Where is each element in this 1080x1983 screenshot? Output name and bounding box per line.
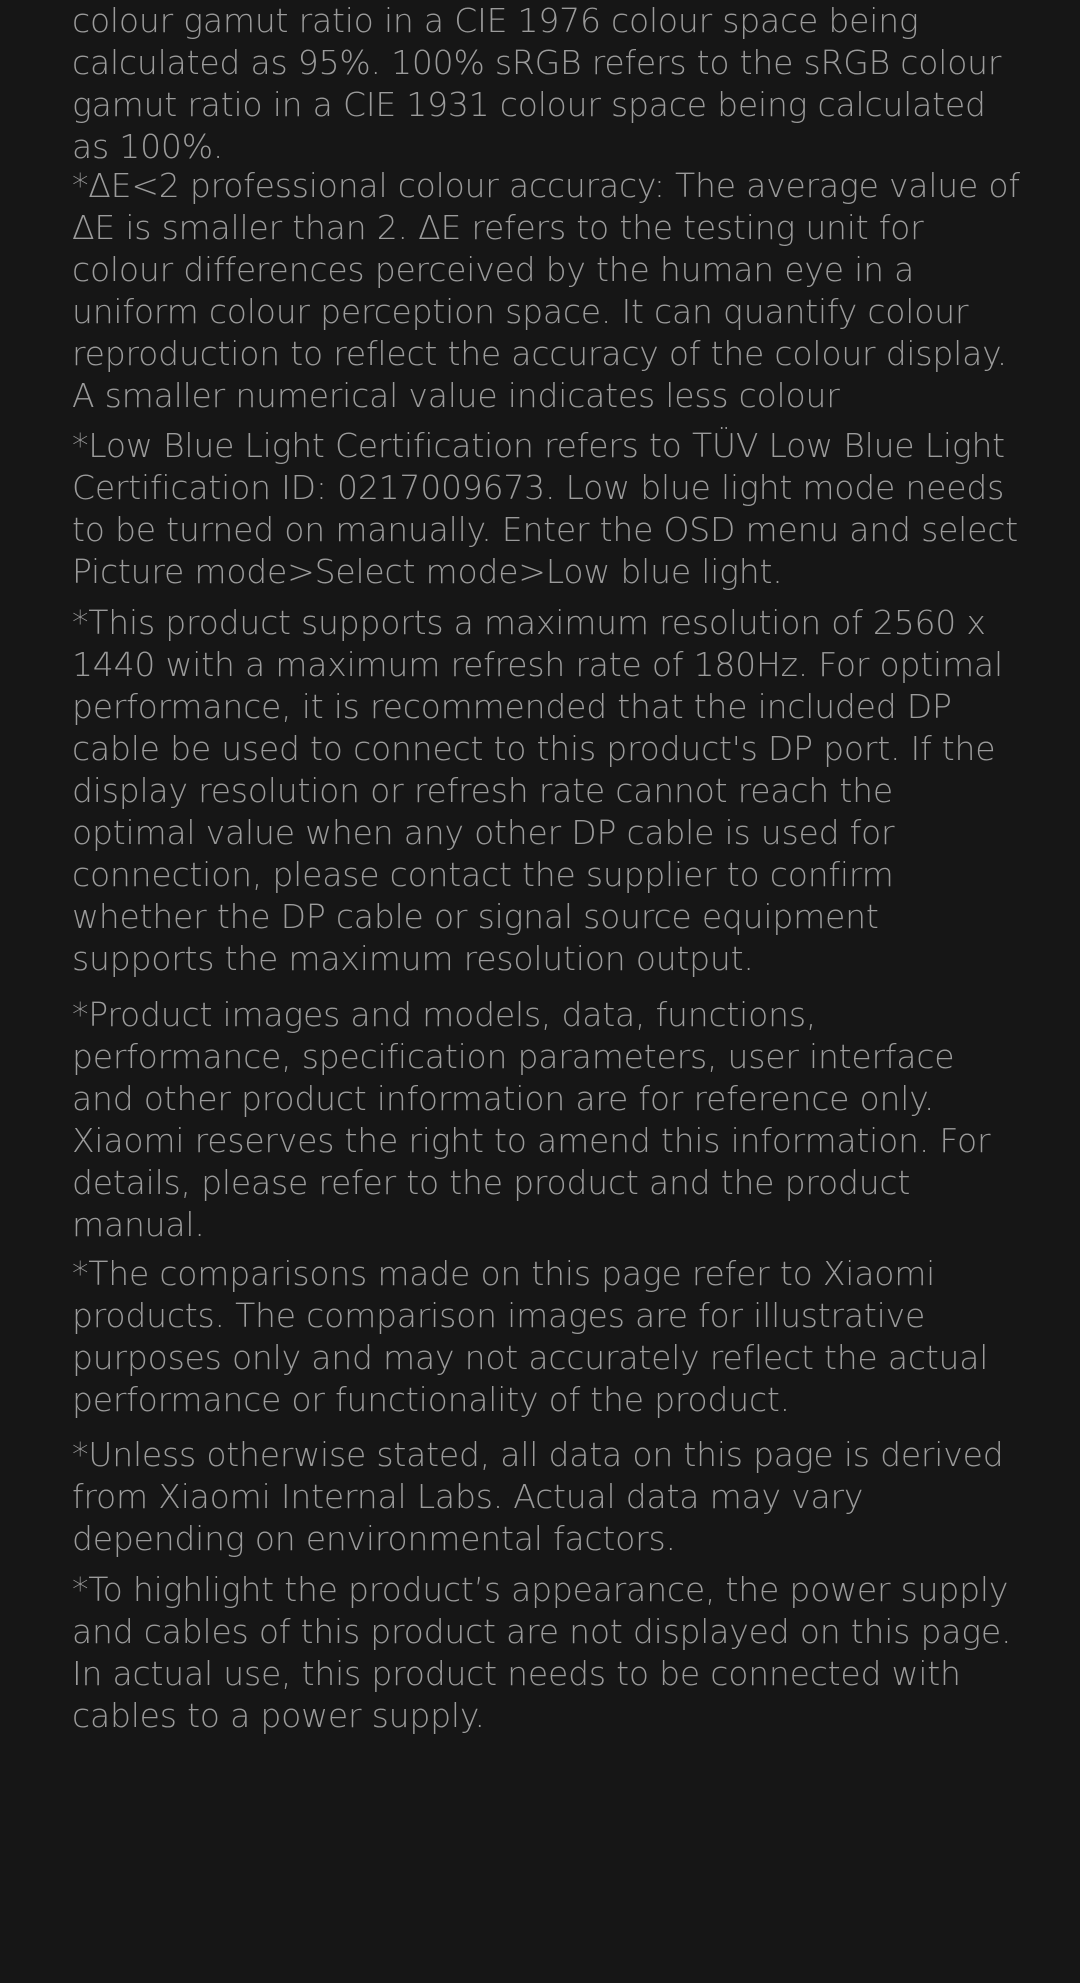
note-power-supply: *To highlight the product’s appearance, the power supply and cables of this product are not displayed on this page. In actual use, this product needs to be connected with cables to a power supply. xyxy=(72,1570,1012,1735)
note-resolution: *This product supports a maximum resolution of 2560 x 1440 with a maximum refresh rate of 180Hz. For optimal performance, it is recommended that the included DP cable be used to connect to this product's DP port. If the display resolution or refresh rate cannot reach the optimal value when any other DP cable is used for connection, please contact the supplier to confirm whether the DP cable or signal source equipment supports the maximum resolution output. xyxy=(72,603,1003,978)
note-comparisons: *The comparisons made on this page refer to Xiaomi products. The comparison images are for illustrative purposes only and may not accurately reflect the actual performance or functionality of the product. xyxy=(72,1254,989,1419)
note-low-blue-light: *Low Blue Light Certification refers to TÜV Low Blue Light Certification ID: 0217009673. Low blue light mode needs to be turned on manually. Enter the OSD menu and select Picture mode>Select mode>Low blue light. xyxy=(72,426,1018,591)
note-product-images: *Product images and models, data, functions, performance, specification parameters, user interface and other product information are for reference only. Xiaomi reserves the right to amend this information. For details, please refer to the product and the product manual. xyxy=(72,995,991,1244)
note-delta-e: *ΔE<2 professional colour accuracy: The average value of ΔE is smaller than 2. ΔE refers to the testing unit for colour differences perceived by the human eye in a uniform colour perception space. It can quantify colour reproduction to reflect the accuracy of the colour display. A smaller numerical value indicates less colour xyxy=(72,166,1020,415)
note-colour-gamut: colour gamut ratio in a CIE 1976 colour space being calculated as 95%. 100% sRGB refers to the sRGB colour gamut ratio in a CIE 1931 colour space being calculated as 100%. xyxy=(72,1,1002,166)
note-data-source: *Unless otherwise stated, all data on this page is derived from Xiaomi Internal Labs. Actual data may vary depending on environmental factors. xyxy=(72,1435,1004,1558)
